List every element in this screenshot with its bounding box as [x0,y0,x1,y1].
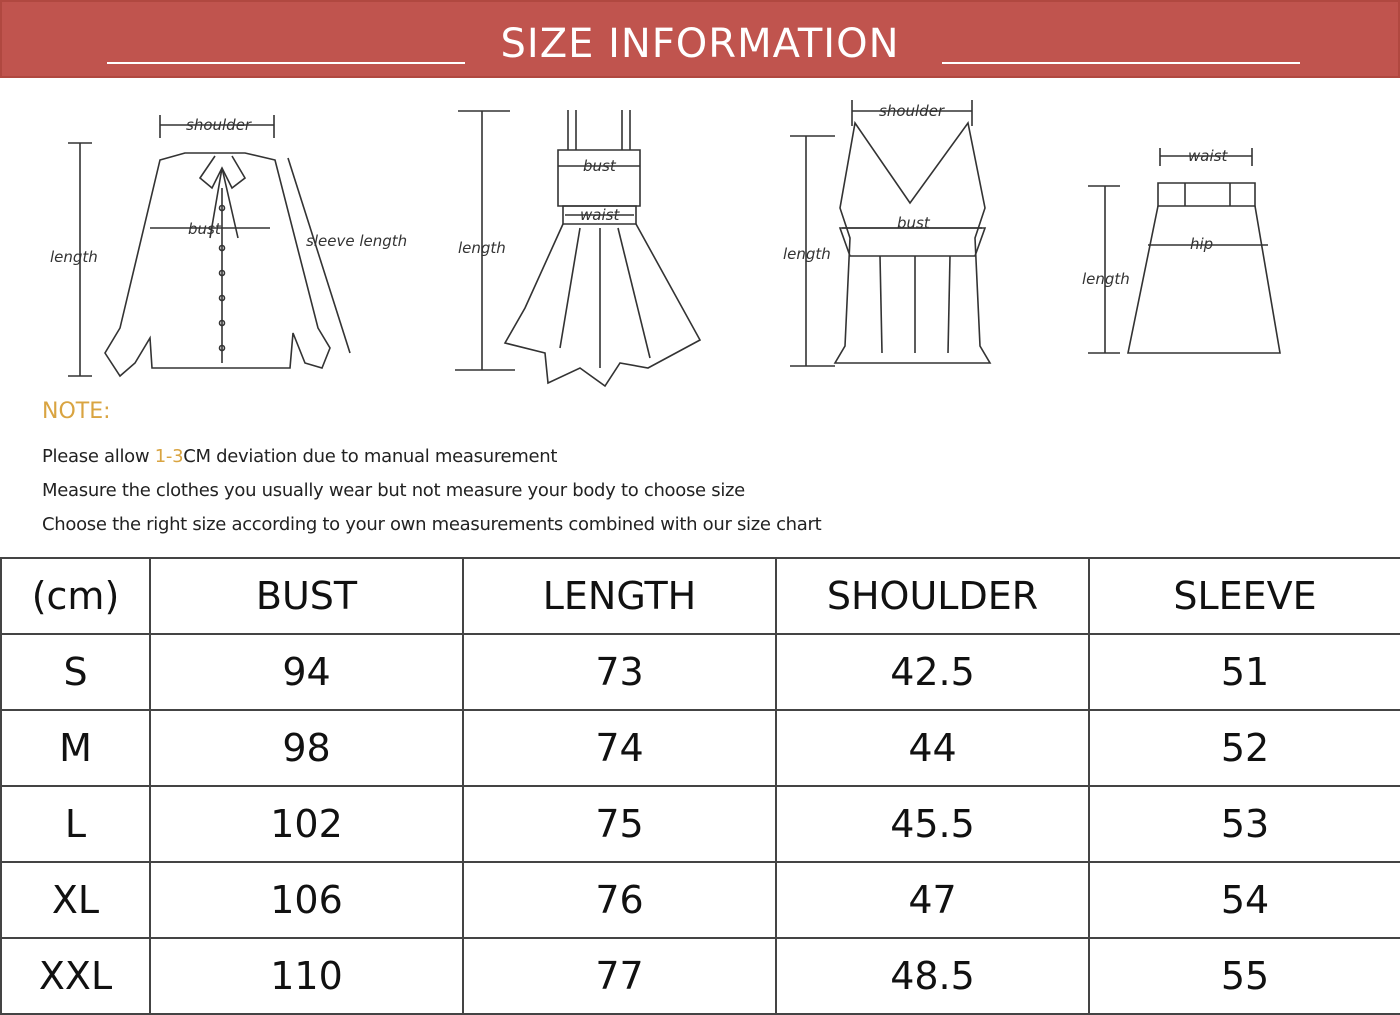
header-bust: BUST [150,558,463,634]
table-header-row [1,558,1400,634]
size-label: S [1,634,150,710]
sleeve-cell: 51 [1089,634,1400,710]
bust-cell: 98 [150,710,463,786]
page-title: SIZE INFORMATION [500,21,900,67]
size-label: L [1,786,150,862]
header-length: LENGTH [463,558,776,634]
bust-cell: 102 [150,786,463,862]
note-line-2: Measure the clothes you usually wear but not measure your body to choose size [42,480,745,501]
blouse-length-label: length [50,248,98,266]
header-sleeve: SLEEVE [1089,558,1400,634]
shoulder-cell: 47 [776,862,1089,938]
bust-cell: 110 [150,938,463,1014]
note-line-3: Choose the right size according to your own measurements combined with our size chart [42,514,822,535]
top-diagram [783,100,990,366]
shoulder-cell: 42.5 [776,634,1089,710]
note-line-1 [42,440,942,474]
header-shoulder: SHOULDER [776,558,1089,634]
skirt-hip-label: hip [1190,235,1214,253]
length-cell: 76 [463,862,776,938]
blouse-diagram [50,115,407,376]
table-row [1,710,1400,786]
dress-bust-label: bust [583,157,616,175]
blouse-sleeve-label: sleeve length [306,232,408,250]
shoulder-cell: 48.5 [776,938,1089,1014]
note-title: NOTE: [42,399,111,424]
top-length-label: length [783,245,831,263]
dress-length-label: length [458,239,506,257]
table-row [1,938,1400,1014]
shoulder-cell: 44 [776,710,1089,786]
length-cell: 73 [463,634,776,710]
note-line-1-pre: Please allow [42,446,155,467]
blouse-bust-label: bust [188,220,221,238]
notes-section [42,398,942,542]
skirt-length-label: length [1082,270,1130,288]
measurement-diagrams [0,78,1400,396]
blouse-shoulder-label: shoulder [186,116,252,134]
top-bust-label: bust [897,214,930,232]
length-cell: 74 [463,710,776,786]
skirt-diagram [1082,147,1280,353]
top-shoulder-label: shoulder [879,102,945,120]
size-table [0,557,1400,1015]
size-info-header [0,0,1400,78]
bust-cell: 94 [150,634,463,710]
length-cell: 75 [463,786,776,862]
header-right-rule [942,62,1300,64]
shoulder-cell: 45.5 [776,786,1089,862]
size-label: XXL [1,938,150,1014]
note-line-1-post: CM deviation due to manual measurement [183,446,558,467]
sleeve-cell: 54 [1089,862,1400,938]
sleeve-cell: 55 [1089,938,1400,1014]
sleeve-cell: 52 [1089,710,1400,786]
bust-cell: 106 [150,862,463,938]
table-row [1,862,1400,938]
dress-waist-label: waist [580,206,620,224]
size-label: XL [1,862,150,938]
table-row [1,786,1400,862]
skirt-waist-label: waist [1188,147,1228,165]
length-cell: 77 [463,938,776,1014]
note-deviation-value: 1-3 [154,446,184,467]
header-unit: (cm) [1,558,150,634]
dress-diagram [455,110,700,386]
table-row [1,634,1400,710]
size-label: M [1,710,150,786]
sleeve-cell: 53 [1089,786,1400,862]
